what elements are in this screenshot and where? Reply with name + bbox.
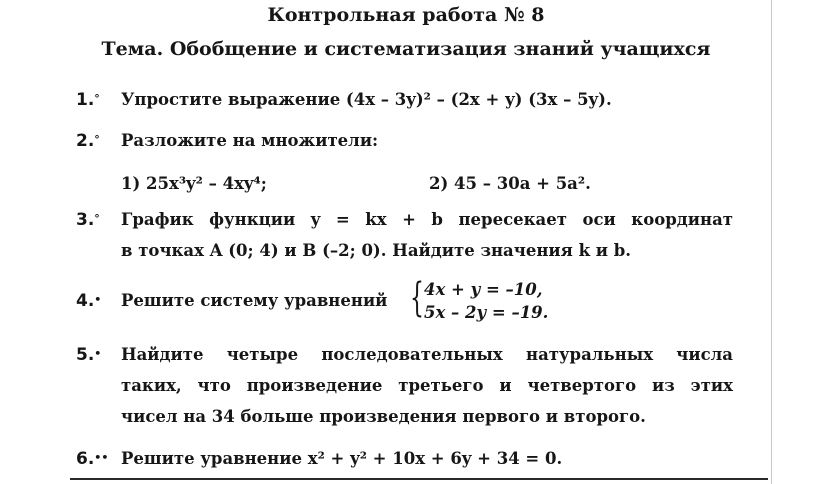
task-4-equation-1: 4x + y = –10, — [424, 280, 543, 299]
bottom-rule — [70, 478, 768, 480]
worksheet-title: Контрольная работа № 8 — [267, 4, 545, 26]
task-1-number: 1.° — [76, 90, 100, 110]
task-2-part-2: 2) 45 – 30a + 5a². — [429, 174, 591, 193]
task-2-number: 2.° — [76, 131, 100, 151]
system-brace: { — [410, 275, 424, 321]
task-5-line-2: таких, что произведение третьего и четвертого из этих — [121, 376, 733, 395]
task-6-text: Решите уравнение x² + y² + 10x + 6y + 34 = 0. — [121, 449, 563, 468]
task-2-part-1: 1) 25x³y² – 4xy⁴; — [121, 174, 267, 193]
task-5-number: 5.• — [76, 345, 102, 365]
task-5-line-3: чисел на 34 больше произведения первого и второго. — [121, 407, 646, 426]
task-3-line-2: в точках A (0; 4) и B (–2; 0). Найдите значения k и b. — [121, 241, 632, 260]
task-1-text: Упростите выражение (4x – 3y)² – (2x + y) (3x – 5y). — [121, 90, 612, 109]
task-4-number: 4.• — [76, 291, 102, 311]
task-4-equation-2: 5x – 2y = –19. — [424, 303, 549, 322]
task-4-text: Решите систему уравнений — [121, 291, 388, 310]
task-6-number: 6.•• — [76, 449, 109, 469]
task-5-line-1: Найдите четыре последовательных натуральных числа — [121, 345, 733, 364]
task-3-line-1: График функции y = kx + b пересекает оси координат — [121, 210, 733, 229]
page-edge-line — [771, 0, 772, 484]
task-3-number: 3.° — [76, 210, 100, 230]
worksheet-topic: Тема. Обобщение и систематизация знаний учащихся — [101, 38, 711, 60]
task-2-text: Разложите на множители: — [121, 131, 379, 150]
